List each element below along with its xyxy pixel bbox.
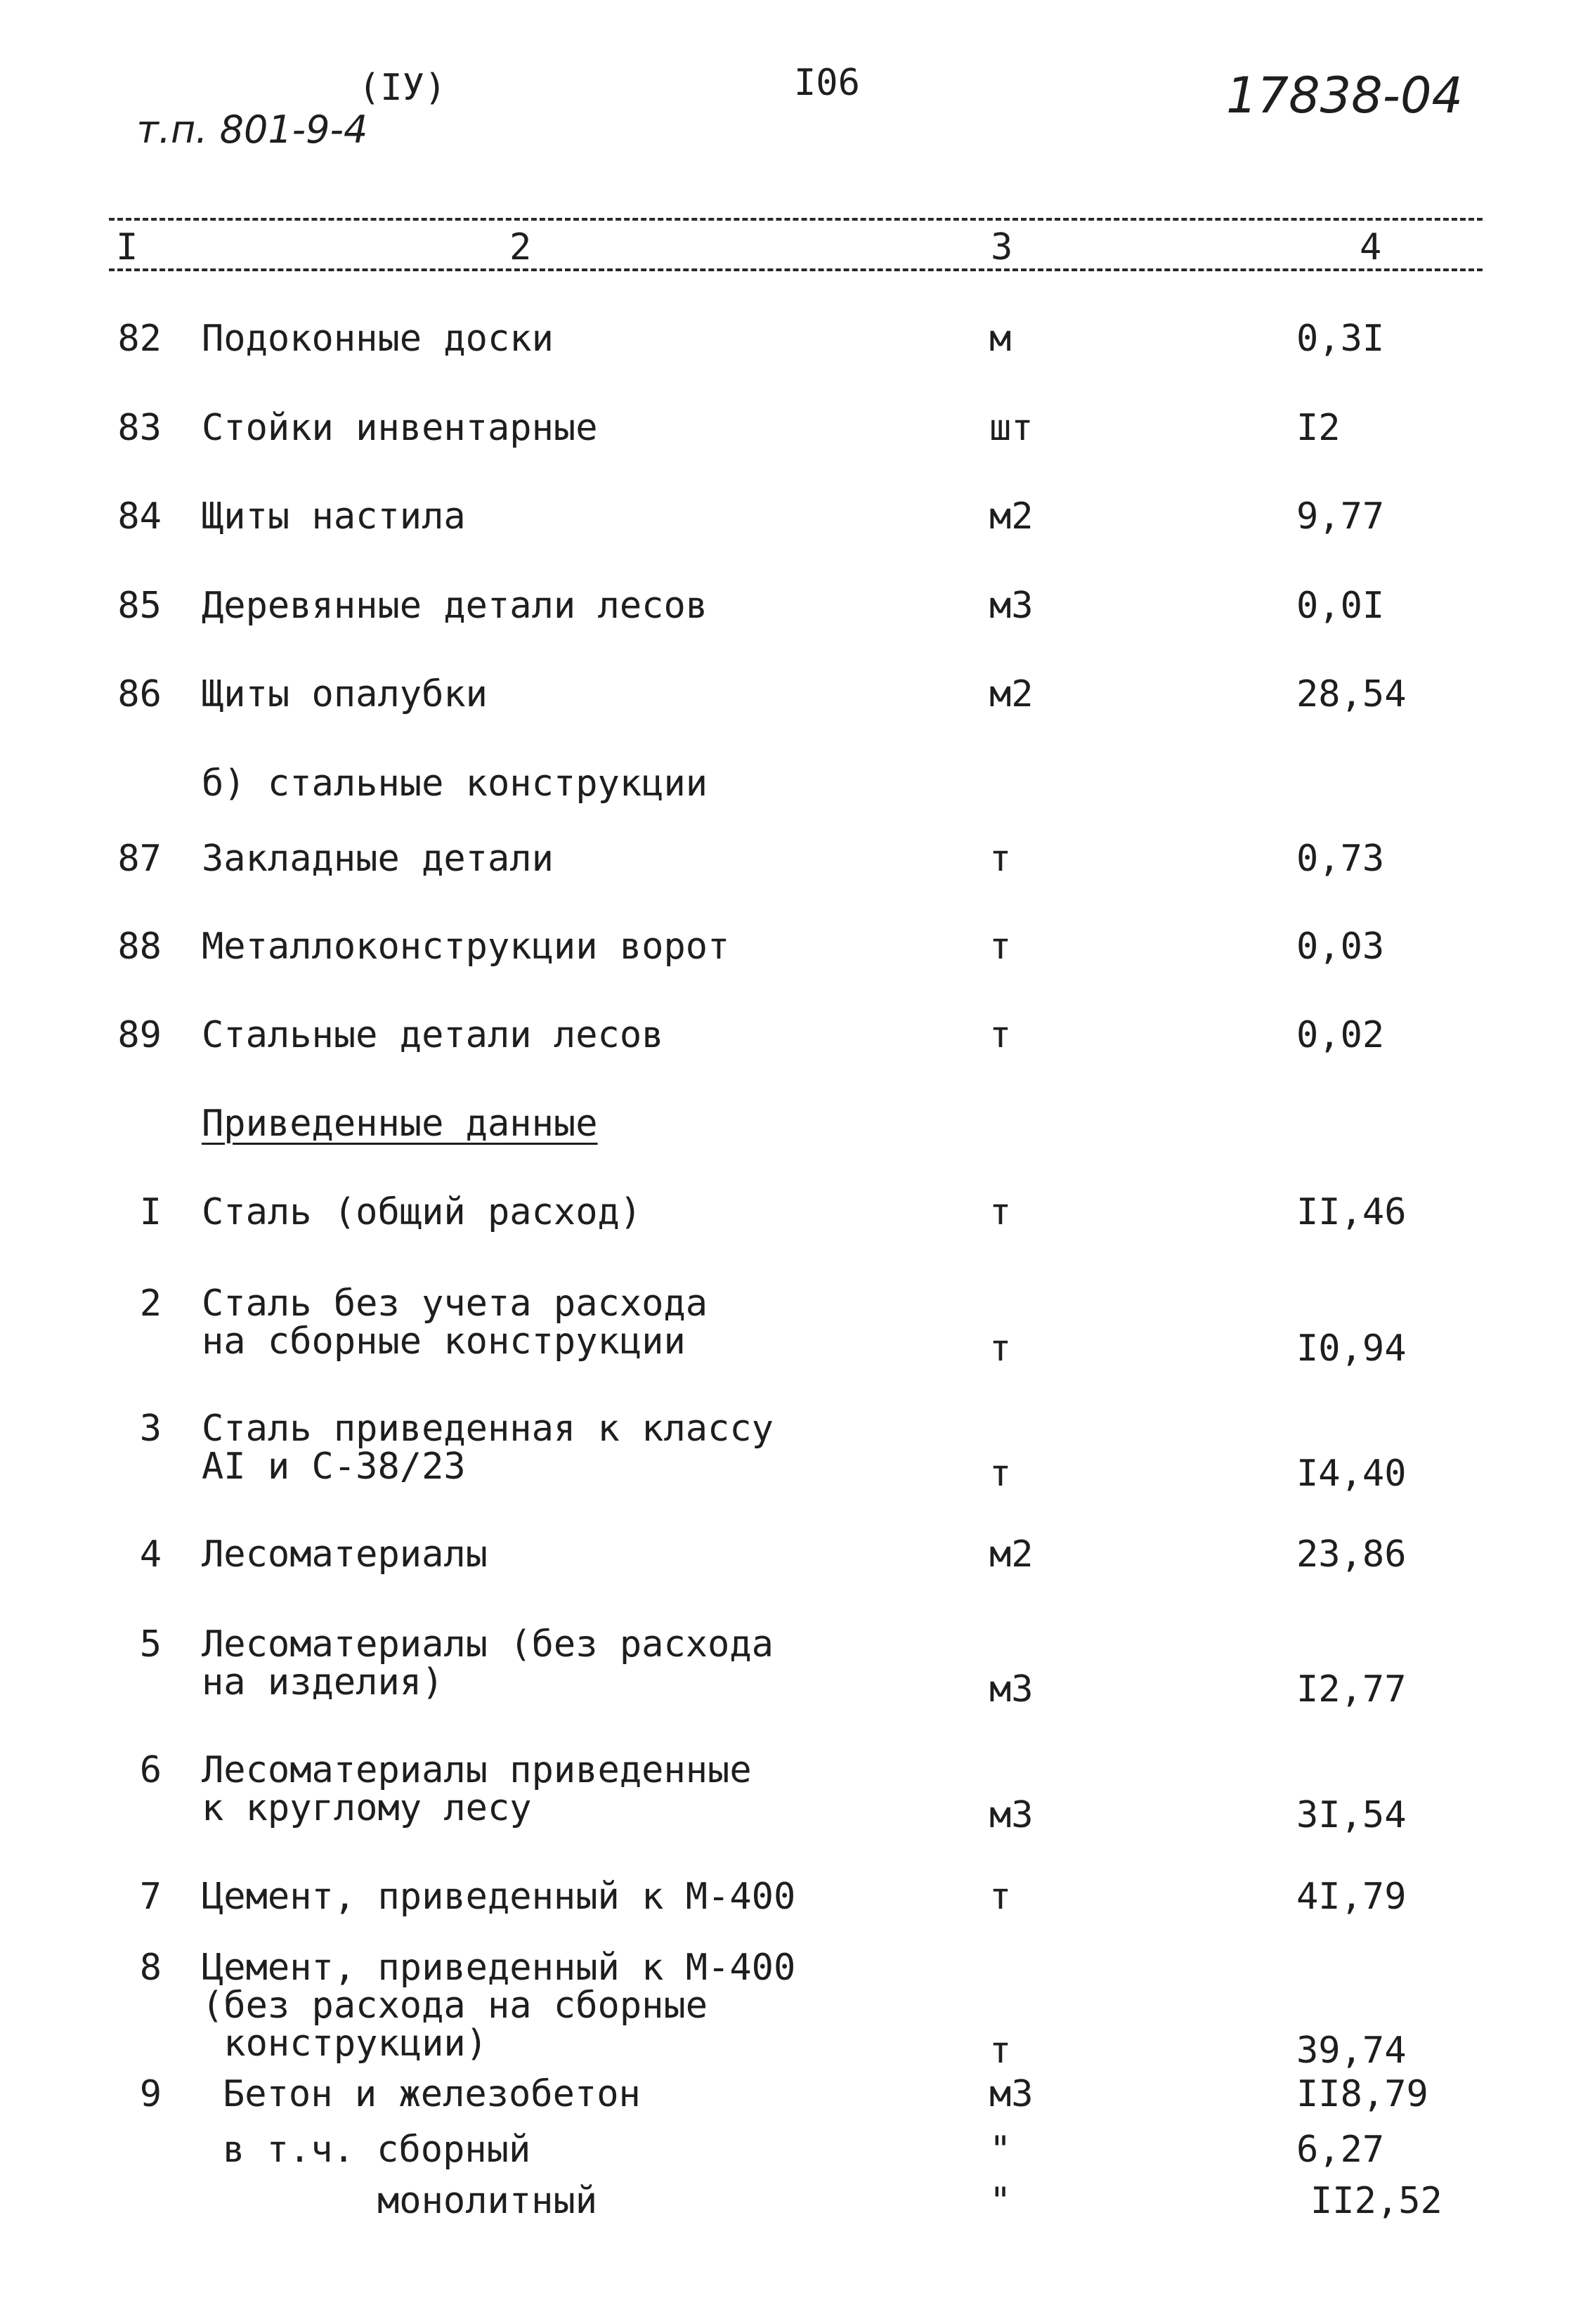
row-number: 9 xyxy=(139,2073,162,2115)
row-unit: м3 xyxy=(989,585,1034,627)
row-number: 7 xyxy=(139,1876,162,1918)
row-number: 5 xyxy=(139,1623,162,1666)
row-name: в т.ч. сборный xyxy=(223,2129,531,2171)
row-name: Сталь (общий расход) xyxy=(202,1191,642,1233)
row-value: 0,0I xyxy=(1296,585,1385,627)
row-value: 0,03 xyxy=(1296,926,1385,968)
row-name: Щиты опалубки xyxy=(202,673,488,715)
row-name: Щиты настила xyxy=(202,495,466,538)
row-number: 82 xyxy=(117,318,162,360)
column-header-2: 2 xyxy=(509,226,532,268)
row-number: I xyxy=(139,1191,162,1233)
row-name: Цемент, приведенный к М-400 xyxy=(202,1876,796,1918)
column-header-4: 4 xyxy=(1360,226,1382,268)
row-name: Приведенные данные xyxy=(202,1103,598,1145)
table-header-rule xyxy=(109,268,1483,271)
row-value: 0,02 xyxy=(1296,1014,1385,1056)
row-number: 6 xyxy=(139,1749,162,1791)
row-value: I2 xyxy=(1296,407,1341,449)
row-name: Бетон и железобетон xyxy=(223,2073,641,2115)
row-value: 9,77 xyxy=(1296,495,1385,538)
row-value: 0,73 xyxy=(1296,838,1385,880)
row-name-continued: конструкции) xyxy=(202,2023,488,2065)
row-unit: т xyxy=(989,1014,1012,1056)
row-number: 3 xyxy=(139,1408,162,1450)
row-value: 39,74 xyxy=(1296,2030,1407,2072)
row-unit: т xyxy=(989,838,1012,880)
row-name: Металлоконструкции ворот xyxy=(202,926,730,968)
row-number: 83 xyxy=(117,407,162,449)
row-unit: м2 xyxy=(989,1533,1034,1576)
row-name-continued: на сборные конструкции xyxy=(202,1320,686,1363)
row-name: Подоконные доски xyxy=(202,318,554,360)
row-unit: м3 xyxy=(989,1794,1034,1836)
row-name: Цемент, приведенный к М-400 xyxy=(202,1947,796,1989)
row-unit: м2 xyxy=(989,495,1034,538)
row-value: 0,3I xyxy=(1296,318,1385,360)
row-value: I0,94 xyxy=(1296,1327,1407,1370)
row-name-continued: к круглому лесу xyxy=(202,1787,532,1829)
row-unit: т xyxy=(989,1191,1012,1233)
row-name: Стойки инвентарные xyxy=(202,407,598,449)
row-name-continued: (без расхода на сборные xyxy=(202,1985,708,2027)
row-number: 84 xyxy=(117,495,162,538)
page-number: I06 xyxy=(794,62,860,104)
row-unit: м3 xyxy=(989,2073,1034,2115)
row-unit: " xyxy=(989,2180,1012,2222)
document-code-number: т.п. 801-9-4 xyxy=(136,108,368,152)
inventory-number: 17838-04 xyxy=(1226,67,1464,124)
row-number: 88 xyxy=(117,926,162,968)
document-code xyxy=(112,63,367,152)
row-value: II,46 xyxy=(1296,1191,1407,1233)
table-top-rule xyxy=(109,218,1483,221)
row-value: II8,79 xyxy=(1296,2073,1428,2115)
row-value: 4I,79 xyxy=(1296,1876,1407,1918)
row-name: Стальные детали лесов xyxy=(202,1014,664,1056)
row-number: 4 xyxy=(139,1533,162,1576)
row-name: Лесоматериалы приведенные xyxy=(202,1749,752,1791)
row-name: Лесоматериалы xyxy=(202,1533,488,1576)
row-unit: т xyxy=(989,2030,1012,2072)
row-number: 86 xyxy=(117,673,162,715)
row-value: 6,27 xyxy=(1296,2129,1385,2171)
row-number: 8 xyxy=(139,1947,162,1989)
column-header-1: I xyxy=(116,226,138,268)
column-header-3: 3 xyxy=(991,226,1013,268)
row-name-continued: AI и С-38/23 xyxy=(202,1446,466,1488)
row-value: 3I,54 xyxy=(1296,1794,1407,1836)
row-unit: т xyxy=(989,1327,1012,1370)
row-unit: " xyxy=(989,2129,1012,2171)
row-unit: м3 xyxy=(989,1668,1034,1710)
row-name: монолитный xyxy=(377,2180,598,2222)
row-unit: шт xyxy=(989,407,1034,449)
row-name: б) стальные конструкции xyxy=(202,762,708,805)
row-value: 28,54 xyxy=(1296,673,1407,715)
row-unit: м2 xyxy=(989,673,1034,715)
row-name-continued: на изделия) xyxy=(202,1661,444,1703)
row-unit: т xyxy=(989,926,1012,968)
row-unit: м xyxy=(989,318,1012,360)
row-name: Лесоматериалы (без расхода xyxy=(202,1623,774,1666)
row-value: II2,52 xyxy=(1310,2180,1443,2222)
row-number: 89 xyxy=(117,1014,162,1056)
row-name: Сталь без учета расхода xyxy=(202,1283,708,1325)
row-number: 85 xyxy=(117,585,162,627)
row-name: Сталь приведенная к классу xyxy=(202,1408,774,1450)
row-unit: т xyxy=(989,1453,1012,1495)
row-value: I2,77 xyxy=(1296,1668,1407,1710)
row-value: I4,40 xyxy=(1296,1453,1407,1495)
row-number: 87 xyxy=(117,838,162,880)
row-unit: т xyxy=(989,1876,1012,1918)
row-value: 23,86 xyxy=(1296,1533,1407,1576)
row-name: Деревянные детали лесов xyxy=(202,585,708,627)
row-name: Закладные детали xyxy=(202,838,554,880)
document-code-suffix: (IУ) xyxy=(358,67,447,109)
row-number: 2 xyxy=(139,1283,162,1325)
